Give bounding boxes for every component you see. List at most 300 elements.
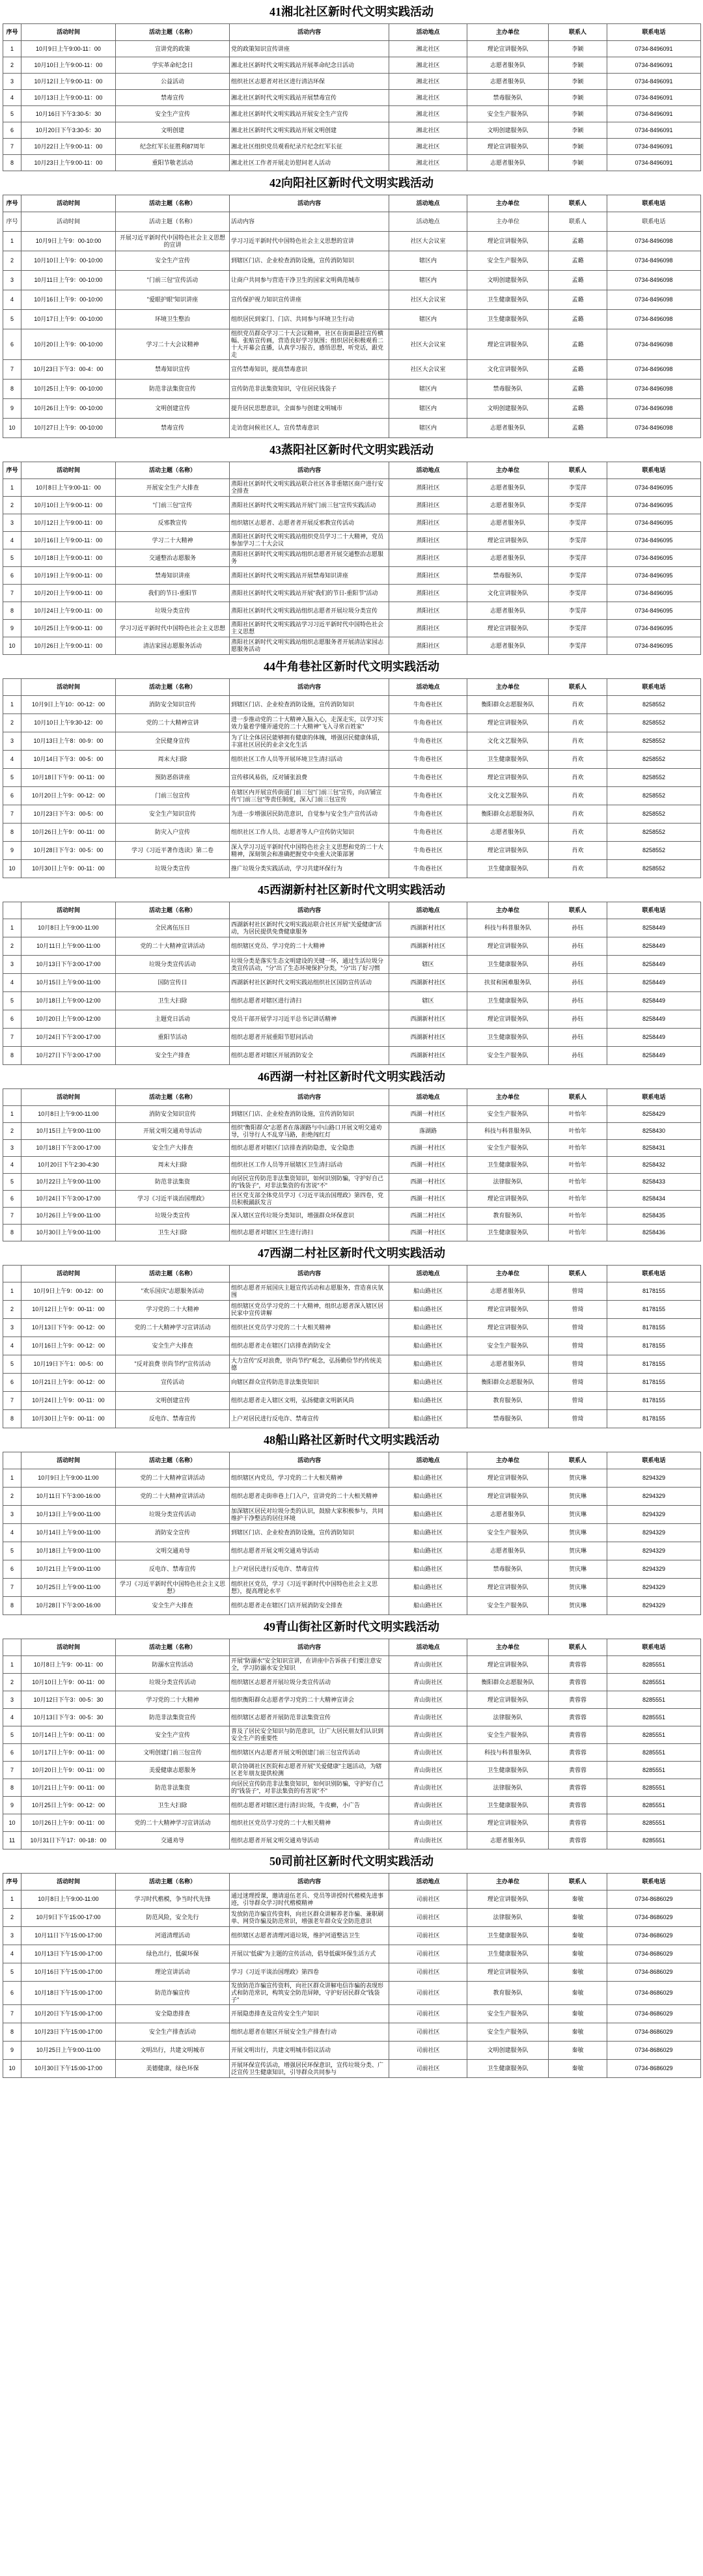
table-cell: 组织社区工作人员等开展辖区卫生清扫活动	[230, 1157, 389, 1174]
table-cell: 0734-8496091	[607, 74, 701, 90]
table-cell: 8258552	[607, 714, 701, 732]
table-cell: 4	[3, 1945, 21, 1963]
table-header-row	[3, 679, 701, 696]
column-header: 活动时间	[21, 1452, 116, 1469]
table-cell: 青山街社区	[389, 1762, 467, 1779]
table-cell: 卫生健康服务队	[467, 992, 549, 1010]
column-header: 联系电话	[607, 679, 701, 696]
table-cell: 让商户共同参与营造干净卫生的国家文明典范城市	[230, 271, 389, 290]
table-row	[3, 956, 701, 974]
column-header: 主办单位	[467, 1874, 549, 1890]
table-cell: 我们的节日-重阳节	[116, 585, 230, 602]
table-cell: 青山街社区	[389, 1691, 467, 1709]
table-cell: 安全生产知识宣传	[116, 805, 230, 824]
table-cell: 组织志愿者开展国庆主题宣传活动和志愿服务，营造喜庆氛围	[230, 1282, 389, 1301]
table-cell: 1	[3, 1656, 21, 1674]
table-cell: 4	[3, 1337, 21, 1355]
table-cell: 2	[3, 1674, 21, 1691]
table-cell: 衡阳群众志愿服务队	[467, 805, 549, 824]
table-cell: 8	[3, 1597, 21, 1615]
table-cell: 学习党的二十大精神	[116, 1691, 230, 1709]
column-header: 联系人	[549, 1452, 607, 1469]
table-cell: 宣传禁毒知识，提高禁毒意识	[230, 360, 389, 380]
table-cell: 5	[3, 769, 21, 787]
table-cell: 文明创建宣传	[116, 399, 230, 419]
table-cell: 9	[3, 842, 21, 860]
table-row	[3, 90, 701, 106]
table-cell: 贺庆琳	[549, 1560, 607, 1579]
table-row	[3, 824, 701, 842]
table-cell: 10月30日下午15:00-17:00	[21, 2060, 116, 2078]
table-cell: 志愿者服务队	[467, 1355, 549, 1374]
table-cell: 5	[3, 310, 21, 329]
table-cell: 理论宣讲活动	[116, 1963, 230, 1982]
activity-table	[3, 195, 701, 438]
column-header: 活动时间	[21, 195, 116, 212]
table-cell: 2	[3, 57, 21, 74]
column-header: 序号	[3, 1874, 21, 1890]
table-cell: 10月20日上午9:00-12:00	[21, 1010, 116, 1029]
table-row	[3, 1010, 701, 1029]
table-cell: 理论宣讲服务队	[467, 1010, 549, 1029]
table-cell: 司前社区	[389, 1909, 467, 1927]
table-cell: 10月25日上午9:00-11:00	[21, 1579, 116, 1597]
table-cell: 交通整治志愿服务	[116, 549, 230, 567]
column-header: 活动地点	[389, 1089, 467, 1106]
table-cell: 10月11日下午15:00-17:00	[21, 1927, 116, 1945]
table-cell: 文明创建服务队	[467, 271, 549, 290]
table-cell: 法律服务队	[467, 1779, 549, 1797]
table-cell: 安全生产排查	[116, 1047, 230, 1065]
table-cell: 10月17日上午9：00-11：00	[21, 1744, 116, 1762]
table-cell: 辖区内	[389, 399, 467, 419]
table-cell: 卫生健康服务队	[467, 1225, 549, 1241]
column-header: 活动地点	[389, 24, 467, 41]
column-header: 主办单位	[467, 1089, 549, 1106]
table-row	[3, 805, 701, 824]
table-cell: 司前社区	[389, 1945, 467, 1963]
activity-section	[3, 1615, 700, 1849]
table-cell: 8258552	[607, 751, 701, 769]
table-cell: 8285551	[607, 1726, 701, 1744]
table-cell: 孟璐	[549, 380, 607, 399]
table-cell: 10月18日下午15:00-17:00	[21, 1982, 116, 2005]
table-cell: 党的二十大精神宣讲活动	[116, 937, 230, 956]
table-cell: 肖欢	[549, 732, 607, 751]
column-header: 活动地点	[389, 195, 467, 212]
table-cell: 船山路社区	[389, 1282, 467, 1301]
table-cell: 牛角巷社区	[389, 787, 467, 805]
table-cell: 秦敏	[549, 1945, 607, 1963]
table-cell: 船山路社区	[389, 1524, 467, 1542]
table-cell: 5	[3, 106, 21, 122]
table-row	[3, 139, 701, 155]
table-cell: 4	[3, 1709, 21, 1726]
table-cell: 孟璐	[549, 310, 607, 329]
table-cell: 秦敏	[549, 1963, 607, 1982]
table-cell: 禁毒知识讲座	[116, 567, 230, 585]
table-row	[3, 2060, 701, 2078]
table-row	[3, 1579, 701, 1597]
column-header: 活动地点	[389, 462, 467, 479]
table-row	[3, 1909, 701, 1927]
table-cell: 8258552	[607, 787, 701, 805]
table-cell: 10	[3, 860, 21, 878]
table-cell: 10月8日上午9:00-11:00	[21, 1106, 116, 1123]
table-cell: 活动内容	[230, 212, 389, 232]
table-cell: 公益活动	[116, 74, 230, 90]
table-row	[3, 937, 701, 956]
table-row	[3, 271, 701, 290]
column-header: 活动主题（名称）	[116, 1266, 230, 1282]
table-cell: 推广垃圾分类实践活动，学习共建环保行为	[230, 860, 389, 878]
table-cell: 10月8日上午9:00-11:00	[21, 919, 116, 937]
table-cell: 辖区内	[389, 419, 467, 438]
table-cell: 安全生产排查活动	[116, 2023, 230, 2042]
table-cell: 0734-8496091	[607, 155, 701, 171]
column-header: 活动地点	[389, 1266, 467, 1282]
table-row	[3, 1047, 701, 1065]
activity-table	[3, 902, 701, 1065]
table-cell: 安全隐患排查	[116, 2005, 230, 2023]
table-row	[3, 1319, 701, 1337]
table-cell: 志愿者服务队	[467, 637, 549, 655]
table-cell: 10月11日上午9:00-11:00	[21, 937, 116, 956]
table-cell: 活动地点	[389, 212, 467, 232]
table-cell: 主题党日活动	[116, 1010, 230, 1029]
table-cell: 船山路社区	[389, 1542, 467, 1560]
table-cell: 10月23日下午3：00-4：00	[21, 360, 116, 380]
table-cell: 3	[3, 1691, 21, 1709]
table-cell: 6	[3, 567, 21, 585]
activity-table	[3, 1639, 701, 1849]
table-cell: 黄蓉蓉	[549, 1674, 607, 1691]
table-cell: 叶怡年	[549, 1208, 607, 1225]
table-cell: 西湖新村社区	[389, 1047, 467, 1065]
column-header: 主办单位	[467, 1452, 549, 1469]
table-cell: 8258552	[607, 732, 701, 751]
table-cell: 理论宣讲服务队	[467, 1488, 549, 1506]
column-header: 主办单位	[467, 462, 549, 479]
table-cell: 8285551	[607, 1797, 701, 1814]
table-cell: 志愿者服务队	[467, 155, 549, 171]
table-cell: 组织辖区志愿者清理河道垃圾，维护河道整洁卫生	[230, 1927, 389, 1945]
table-row	[3, 637, 701, 655]
table-cell: 西湖二村社区	[389, 1208, 467, 1225]
table-cell: 湘北社区新时代文明实践站开展安全生产宣传	[230, 106, 389, 122]
table-cell: 青山街社区	[389, 1814, 467, 1832]
table-cell: 船山路社区	[389, 1469, 467, 1488]
table-cell: 10月13日上午8：00-9：00	[21, 732, 116, 751]
table-cell: 6	[3, 1560, 21, 1579]
table-cell: 组织志愿者对辖区卫生进行清扫	[230, 1225, 389, 1241]
table-cell: 叶怡年	[549, 1106, 607, 1123]
table-cell: 10月12日上午9:00-11：00	[21, 74, 116, 90]
table-cell: 发放防范诈骗宣传资料，向社区群众讲解养老诈骗、兼职刷单、网贷诈骗及防范常识，增强老年群众安全防范意识	[230, 1909, 389, 1927]
column-header: 主办单位	[467, 1266, 549, 1282]
table-cell: 组织志愿者对辖区开展消防安全	[230, 1047, 389, 1065]
table-cell: 志愿者服务队	[467, 549, 549, 567]
table-row	[3, 1355, 701, 1374]
table-cell: 9	[3, 2042, 21, 2060]
table-cell: 8178155	[607, 1410, 701, 1428]
table-cell: 卫生大扫除	[116, 1225, 230, 1241]
table-cell: 2	[3, 251, 21, 271]
table-cell: 0734-8686029	[607, 2023, 701, 2042]
table-cell: 辖区内	[389, 310, 467, 329]
table-cell: 宣传活动	[116, 1374, 230, 1392]
table-cell: 曾琦	[549, 1319, 607, 1337]
table-cell: 为进一步增强居民防范意识，自觉参与安全生产宣传活动	[230, 805, 389, 824]
table-cell: 秦敏	[549, 2042, 607, 2060]
table-cell: 防范风险，安全先行	[116, 1909, 230, 1927]
activity-section	[3, 1428, 700, 1615]
table-cell: 船山路社区	[389, 1355, 467, 1374]
table-cell: 7	[3, 805, 21, 824]
table-row	[3, 585, 701, 602]
table-cell: 防范非法集资	[116, 1174, 230, 1191]
table-cell: 卫生健康服务队	[467, 1797, 549, 1814]
table-cell: 10月12日上午9:00-11：00	[21, 514, 116, 532]
table-cell: 青山街社区	[389, 1744, 467, 1762]
table-cell: 0734-8496095	[607, 585, 701, 602]
column-header: 活动时间	[21, 679, 116, 696]
table-cell: 开展文明交通劝导活动	[116, 1123, 230, 1140]
table-cell: 组织志愿者在辖区开展安全生产排查行动	[230, 2023, 389, 2042]
table-row	[3, 1029, 701, 1047]
table-cell: 10月20日上午9：00-11：00	[21, 1762, 116, 1779]
table-cell: 安全生产服务队	[467, 1524, 549, 1542]
table-cell: 10	[3, 2060, 21, 2078]
table-cell: 0734-8496098	[607, 399, 701, 419]
table-cell: 秦敏	[549, 2060, 607, 2078]
table-cell: 禁毒服务队	[467, 380, 549, 399]
table-cell: 走访您问候社区人，宣传禁毒意识	[230, 419, 389, 438]
table-cell: 学习《习近平新时代中国特色社会主义思想》	[116, 1579, 230, 1597]
column-header: 序号	[3, 195, 21, 212]
table-cell: 卫生大扫除	[116, 1797, 230, 1814]
table-cell: 禁毒服务队	[467, 1410, 549, 1428]
table-header-row	[3, 1089, 701, 1106]
table-cell: 志愿者服务队	[467, 57, 549, 74]
table-cell: 8285551	[607, 1674, 701, 1691]
table-cell: 10月24日上午9:00-11：00	[21, 602, 116, 620]
column-header: 活动内容	[230, 462, 389, 479]
table-cell: 10月20日下午2:30-4:30	[21, 1157, 116, 1174]
table-cell: 8258449	[607, 937, 701, 956]
table-cell: 文明创建宣传	[116, 1392, 230, 1410]
table-row	[3, 360, 701, 380]
table-header-row	[3, 24, 701, 41]
column-header: 主办单位	[467, 24, 549, 41]
column-header: 联系人	[549, 195, 607, 212]
table-cell: 学习时代楷模，争当时代先锋	[116, 1890, 230, 1909]
table-cell: 西湖一村社区	[389, 1106, 467, 1123]
column-header: 主办单位	[467, 902, 549, 919]
table-cell: 牛角巷社区	[389, 751, 467, 769]
table-cell: 0734-8496091	[607, 122, 701, 139]
column-header: 活动时间	[21, 902, 116, 919]
table-cell: 组织社区党员，学习《习近平新时代中国特色社会主义思想》，提高理论水平	[230, 1579, 389, 1597]
table-cell: 叶怡年	[549, 1225, 607, 1241]
table-cell: 0734-8686029	[607, 1982, 701, 2005]
table-cell: 船山路社区	[389, 1560, 467, 1579]
table-row	[3, 155, 701, 171]
table-cell: 反电诈、禁毒宣传	[116, 1560, 230, 1579]
table-cell: 理论宣讲服务队	[467, 1814, 549, 1832]
table-cell: 贺庆琳	[549, 1524, 607, 1542]
table-cell: 科技与科普服务队	[467, 919, 549, 937]
table-cell: 曾琦	[549, 1355, 607, 1374]
table-cell: 湘北社区工作者开展走访慰问老人活动	[230, 155, 389, 171]
table-cell: 5	[3, 1174, 21, 1191]
table-cell: 10月10日上午9:00-11：00	[21, 57, 116, 74]
table-cell: 组织辖区内党员，学习党的二十大相关精神	[230, 1469, 389, 1488]
table-cell: 安全生产服务队	[467, 1047, 549, 1065]
table-cell: 理论宣讲服务队	[467, 842, 549, 860]
table-cell: 安全生产大排查	[116, 1140, 230, 1157]
table-cell: 10月12日下午3：00-5：30	[21, 1691, 116, 1709]
table-row	[3, 992, 701, 1010]
table-row	[3, 1656, 701, 1674]
table-row	[3, 1140, 701, 1157]
table-cell: 3	[3, 271, 21, 290]
table-cell: 社区党支部全体党员学习《习近平谈治国理政》第四卷，党员积极踊跃发言	[230, 1191, 389, 1208]
table-cell: 3	[3, 1140, 21, 1157]
table-cell: 志愿者服务队	[467, 497, 549, 514]
column-header: 联系电话	[607, 1874, 701, 1890]
table-cell: 8	[3, 824, 21, 842]
table-cell: 6	[3, 1982, 21, 2005]
table-row	[3, 310, 701, 329]
table-cell: 组织辖区志愿者开展防范非法集资宣传	[230, 1709, 389, 1726]
table-cell: 防灾入户宣传	[116, 824, 230, 842]
table-cell: 宣传保护视力知识宣传讲座	[230, 290, 389, 310]
table-cell: 0734-8496098	[607, 310, 701, 329]
table-cell: 李颖	[549, 155, 607, 171]
table-cell: 贺庆琳	[549, 1597, 607, 1615]
table-cell: 辖区	[389, 992, 467, 1010]
table-cell: 5	[3, 1726, 21, 1744]
table-cell: 8258449	[607, 992, 701, 1010]
table-cell: 安全生产服务队	[467, 2005, 549, 2023]
table-cell: 卫生健康服务队	[467, 310, 549, 329]
table-cell: 禁毒宣传	[116, 419, 230, 438]
table-cell: 牛角巷社区	[389, 714, 467, 732]
column-header: 序号	[3, 24, 21, 41]
section-title: 42向阳社区新时代文明实践活动	[269, 176, 434, 189]
table-row	[3, 787, 701, 805]
table-cell: 志愿者服务队	[467, 74, 549, 90]
table-cell: 8258449	[607, 956, 701, 974]
table-cell: 黄蓉蓉	[549, 1797, 607, 1814]
table-cell: 卫生健康服务队	[467, 1762, 549, 1779]
table-row	[3, 549, 701, 567]
table-cell: 10月22日上午9:00-11：00	[21, 139, 116, 155]
table-cell: 法律服务队	[467, 1709, 549, 1726]
table-cell: 3	[3, 514, 21, 532]
table-cell: 防范诈骗宣传	[116, 1982, 230, 2005]
table-cell: 扶贫和困难服务队	[467, 974, 549, 992]
table-cell: 组织志愿者走街串巷上门入户，宣讲党的二十大相关精神	[230, 1488, 389, 1506]
table-cell: 湘北社区新时代文明实践站开展文明创建	[230, 122, 389, 139]
table-cell: 船山路社区	[389, 1301, 467, 1319]
table-cell: 1	[3, 479, 21, 497]
table-row	[3, 1174, 701, 1191]
table-cell: 安全生产宣传	[116, 1726, 230, 1744]
table-cell: 0734-8496095	[607, 637, 701, 655]
table-cell: 10月10日上午9：00-10:00	[21, 251, 116, 271]
table-cell: 8285551	[607, 1691, 701, 1709]
table-cell: 10月15日上午9:00-11:00	[21, 974, 116, 992]
table-cell: 李颖	[549, 139, 607, 155]
table-cell: 10月18日上午9:00-12:00	[21, 992, 116, 1010]
table-row	[3, 1597, 701, 1615]
table-cell: 船山路社区	[389, 1488, 467, 1506]
table-cell: 李雯萍	[549, 549, 607, 567]
table-row	[3, 1488, 701, 1506]
column-header: 主办单位	[467, 679, 549, 696]
table-cell: 10月22日上午9:00-11:00	[21, 1174, 116, 1191]
table-row	[3, 106, 701, 122]
table-cell: 禁毒服务队	[467, 567, 549, 585]
table-cell: 加深辖区居民对垃圾分类的认识，鼓励大家积极参与，共同维护干净整洁的居住环境	[230, 1506, 389, 1524]
table-cell: 0734-8496098	[607, 271, 701, 290]
table-cell: 门前三包宣传	[116, 787, 230, 805]
table-row	[3, 1301, 701, 1319]
table-cell: 9	[3, 620, 21, 637]
activity-table	[3, 462, 701, 655]
table-cell: 理论宣讲服务队	[467, 620, 549, 637]
table-cell: 垃圾分类宣传	[116, 1208, 230, 1225]
table-cell: 安全生产服务队	[467, 251, 549, 271]
table-cell: 蒸阳社区	[389, 497, 467, 514]
table-cell: 0734-8686029	[607, 1963, 701, 1982]
table-cell: 6	[3, 1374, 21, 1392]
table-row	[3, 212, 701, 232]
table-cell: 10月19日上午9:00-11：00	[21, 567, 116, 585]
table-cell: 组织辖区志愿者、志愿者者开展反邪教宣传活动	[230, 514, 389, 532]
table-cell: 社区大会议室	[389, 329, 467, 360]
table-cell: 理论宣讲服务队	[467, 41, 549, 57]
table-cell: 社区大会议室	[389, 232, 467, 251]
table-cell: 发放防范诈骗宣传资料，向社区群众讲解电信诈骗的表现形式和防范常识，构筑安全防范屏障，守护好居民群众"钱袋子"	[230, 1982, 389, 2005]
table-row	[3, 620, 701, 637]
table-cell: 垃圾分类是落实生态文明建设的关键一环，通过生活垃圾分类宣传活动，"分"出了生态环境保护分类，"分"出了好习惯	[230, 956, 389, 974]
table-cell: 西湖一村社区	[389, 1191, 467, 1208]
table-cell: 10月9日上午9:00-11：00	[21, 41, 116, 57]
table-cell: 青山街社区	[389, 1797, 467, 1814]
table-cell: 8285551	[607, 1709, 701, 1726]
table-cell: 5	[3, 549, 21, 567]
table-cell: 10月26日上午9：00-10:00	[21, 399, 116, 419]
table-cell: 4	[3, 532, 21, 549]
table-row	[3, 419, 701, 438]
table-row	[3, 732, 701, 751]
table-row	[3, 290, 701, 310]
table-cell: 10月12日上午9：00-11：00	[21, 1301, 116, 1319]
table-cell: 消防安全知识宣传	[116, 696, 230, 714]
table-cell: 牛角巷社区	[389, 696, 467, 714]
table-cell: 孟璐	[549, 399, 607, 419]
table-cell: 0734-8496091	[607, 90, 701, 106]
table-cell: 湘北社区	[389, 74, 467, 90]
table-cell: 蒸阳社区新时代文明实践站开展禁毒知识讲座	[230, 567, 389, 585]
table-cell: 10月18日上午9:00-11:00	[21, 1542, 116, 1560]
table-cell: 贺庆琳	[549, 1579, 607, 1597]
table-cell: 10月16日上午9:00-11：00	[21, 532, 116, 549]
table-cell: 3	[3, 732, 21, 751]
